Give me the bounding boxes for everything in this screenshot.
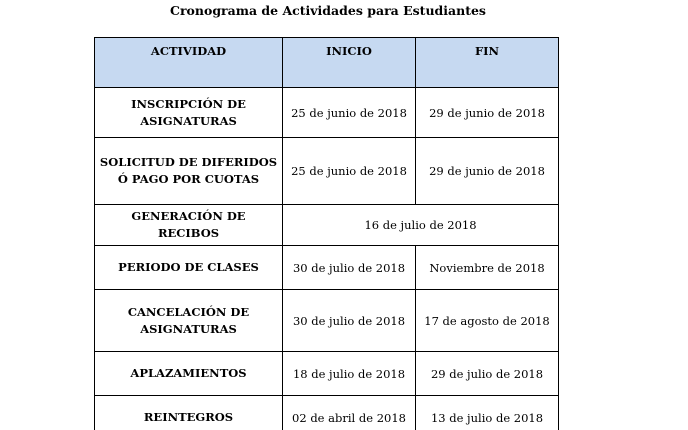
activity-cell: PERIODO DE CLASES: [95, 246, 283, 290]
end-date-cell: Noviembre de 2018: [416, 246, 559, 290]
table-row: [95, 88, 559, 138]
start-date-cell: 25 de junio de 2018: [283, 138, 416, 205]
activity-cell: REINTEGROS: [95, 396, 283, 430]
activity-cell: GENERACIÓN DE RECIBOS: [95, 205, 283, 246]
activity-cell: [95, 138, 283, 205]
start-date-cell: 18 de julio de 2018: [283, 352, 416, 396]
start-date-cell: 30 de julio de 2018: [283, 290, 416, 352]
table-row: [95, 246, 559, 290]
table-row: [95, 205, 559, 246]
table-row: [95, 138, 559, 205]
activity-line: CANCELACIÓN DE: [127, 304, 250, 319]
end-date-cell: 17 de agosto de 2018: [416, 290, 559, 352]
merged-date-cell: 16 de julio de 2018: [283, 205, 559, 246]
table-row: [95, 352, 559, 396]
document-title: Cronograma de Actividades para Estudiantes: [170, 3, 486, 18]
activity-line: Ó PAGO POR CUOTAS: [117, 172, 260, 186]
table-row: [95, 396, 559, 430]
end-date-cell: 13 de julio de 2018: [416, 396, 559, 430]
activity-line: ASIGNATURAS: [140, 321, 237, 336]
end-date-cell: 29 de junio de 2018: [416, 88, 559, 138]
table-header-row: [95, 38, 559, 88]
start-date-cell: 25 de junio de 2018: [283, 88, 416, 138]
activities-schedule-table: [94, 37, 559, 430]
activity-cell: [95, 88, 283, 138]
activity-line: SOLICITUD DE DIFERIDOS: [99, 155, 278, 169]
end-date-cell: 29 de julio de 2018: [416, 352, 559, 396]
start-date-cell: 02 de abril de 2018: [283, 396, 416, 430]
header-inicio: INICIO: [283, 38, 416, 88]
table-row: [95, 290, 559, 352]
start-date-cell: 30 de julio de 2018: [283, 246, 416, 290]
activity-line: ASIGNATURAS: [140, 113, 237, 128]
end-date-cell: 29 de junio de 2018: [416, 138, 559, 205]
header-actividad: ACTIVIDAD: [95, 38, 283, 88]
activity-cell: [95, 290, 283, 352]
activity-line: INSCRIPCIÓN DE: [131, 96, 246, 111]
activity-cell: APLAZAMIENTOS: [95, 352, 283, 396]
header-fin: FIN: [416, 38, 559, 88]
